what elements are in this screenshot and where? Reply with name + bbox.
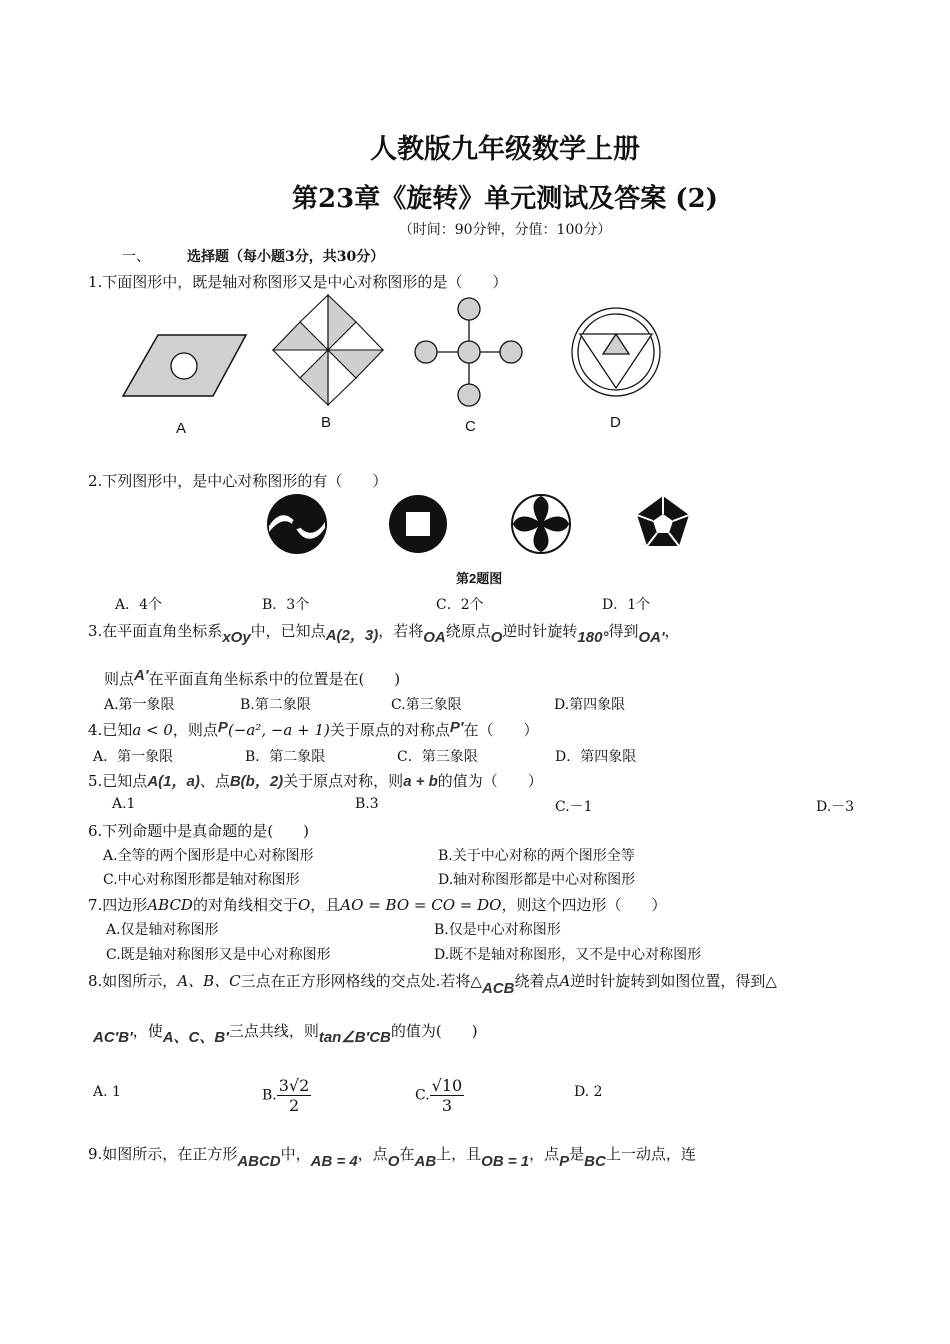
question-7-stem: [88, 894, 666, 915]
q6-option-d: D.轴对称图形都是中心对称图形: [438, 872, 636, 888]
q9-math-bc: BC: [584, 1153, 606, 1170]
q8-line2-text-3: 的值为( ): [390, 1022, 478, 1040]
question-9-stem: [88, 1143, 696, 1170]
q8-option-c-denominator: 3: [441, 1096, 453, 1115]
q2-option-d: D．1个: [602, 597, 651, 613]
q4-option-b: B．第二象限: [245, 749, 326, 765]
q3-text-1: 3.在平面直角坐标系: [88, 622, 223, 640]
question-1-stem: 1.下面图形中，既是轴对称图形又是中心对称图形的是（ ）: [88, 273, 508, 291]
q9-text-4: 在: [399, 1145, 415, 1163]
q7-option-c: C.既是轴对称图形又是中心对称图形: [106, 947, 331, 963]
figure-label-c: C: [465, 418, 476, 435]
q3-math-oa: OA: [423, 629, 446, 646]
q9-math-ab-length: AB = 4: [310, 1153, 358, 1170]
q8-line2-text-1: ，使: [132, 1022, 163, 1040]
figure-2-1-swirl: [267, 494, 327, 554]
q3-option-b: B.第二象限: [240, 697, 311, 713]
q5-option-a: A.1: [112, 796, 136, 812]
q5-option-c: C.－1: [555, 799, 593, 815]
q8-text-3: 绕着点: [514, 972, 560, 990]
q9-text-3: ，点: [357, 1145, 388, 1163]
section-number: 一、: [122, 249, 150, 265]
question-8-line-2: [93, 1020, 478, 1046]
q9-text-7: 是: [569, 1145, 585, 1163]
q5-text-2: 、点: [199, 772, 230, 790]
question-8-stem: [88, 970, 777, 997]
figure-2-4-pentagon: [637, 496, 689, 546]
question-2-stem: 2.下列图形中，是中心对称图形的有（ ）: [88, 472, 388, 490]
q6-option-a: A.全等的两个图形是中心对称图形: [103, 848, 314, 864]
figure-label-a: A: [176, 420, 187, 437]
q9-math-p: P: [559, 1153, 570, 1170]
q8-line2-text-2: 三点共线，则: [228, 1022, 319, 1040]
q8-option-b-numerator: 3√2: [278, 1076, 310, 1095]
q4-option-a: A．第一象限: [93, 749, 174, 765]
q9-text-5: 上，且: [436, 1145, 482, 1163]
q3-text-5: 逆时针旋转: [502, 622, 578, 640]
figure-label-d: D: [610, 414, 621, 431]
question-4-stem: [88, 719, 539, 740]
q3-text-2: 中，已知点: [250, 622, 326, 640]
q8-math-abc: A、B、C: [177, 972, 241, 990]
q3-line2-text-2: 在平面直角坐标系中的位置是在( ): [148, 670, 401, 688]
q3-option-a: A.第一象限: [104, 697, 175, 713]
q2-option-c: C．2个: [436, 597, 484, 613]
question-3-line-2: [104, 668, 400, 689]
question-1-figures: [110, 290, 710, 460]
figure-caption-q2: 第2题图: [456, 571, 503, 586]
exam-meta: （时间：90分钟，分值：100分）: [398, 222, 612, 238]
q8-option-c: [415, 1076, 464, 1115]
q5-text-3: 关于原点对称，则: [283, 772, 404, 790]
q8-option-c-numerator: √10: [431, 1076, 463, 1095]
q3-line2-text-1: 则点: [104, 670, 135, 688]
q8-option-b-denominator: 2: [288, 1096, 300, 1115]
q7-text-3: ，且: [310, 896, 341, 914]
q3-math-oa-prime: OA': [638, 629, 665, 646]
q3-text-6: 得到: [608, 622, 639, 640]
q5-math-point-a: A(1，a): [147, 773, 200, 790]
q5-math-point-b: B(b，2): [229, 773, 284, 790]
q8-option-a: A. 1: [93, 1084, 121, 1100]
question-5-stem: [88, 770, 543, 791]
q7-math-equal: AO = BO = CO = DO: [340, 896, 502, 914]
q5-math-sum: a + b: [403, 773, 438, 790]
q2-option-a: A．4个: [115, 597, 163, 613]
q7-text-2: 的对角线相交于: [192, 896, 298, 914]
q8-math-acb-prime: AC′B′: [93, 1029, 133, 1046]
q4-text-1: 4.已知: [88, 721, 133, 739]
q2-option-b: B．3个: [262, 597, 310, 613]
q4-option-d: D．第四象限: [555, 749, 637, 765]
q3-math-point-a: A(2，3): [325, 627, 379, 644]
q9-text-1: 9.如图所示，在正方形: [88, 1145, 238, 1163]
q8-text-1: 8.如图所示，: [88, 972, 178, 990]
q3-math-o: O: [490, 629, 503, 646]
q3-math-xoy: xOy: [222, 629, 251, 646]
q5-text-4: 的值为（ ）: [437, 772, 543, 790]
q7-math-abcd: ABCD: [147, 896, 193, 914]
figure-2-3-petals: [512, 495, 570, 553]
q9-math-o: O: [387, 1153, 400, 1170]
q7-math-o: O: [297, 896, 311, 914]
q9-text-6: ，点: [529, 1145, 560, 1163]
q3-option-d: D.第四象限: [554, 697, 626, 713]
figure-d-circle-triangles: [572, 308, 660, 396]
page-subtitle: 第23章《旋转》单元测试及答案 (2): [292, 184, 718, 214]
q7-option-d: D.既不是轴对称图形，又不是中心对称图形: [434, 947, 702, 963]
q8-option-b-prefix: B.: [262, 1087, 277, 1104]
figure-a-parallelogram: [123, 335, 246, 396]
q9-text-2: 中，: [280, 1145, 311, 1163]
q8-option-c-fraction: [430, 1076, 465, 1115]
question-3-stem: [88, 620, 680, 646]
figure-b-pinwheel: [273, 295, 383, 405]
page-title: 人教版九年级数学上册: [370, 134, 640, 165]
q7-option-a: A.仅是轴对称图形: [106, 922, 219, 938]
question-2-figures: [260, 490, 710, 560]
figure-label-b: B: [321, 414, 332, 431]
q8-option-d: D. 2: [574, 1084, 603, 1100]
q5-text-1: 5.已知点: [88, 772, 148, 790]
q5-option-b: B.3: [355, 796, 379, 812]
q4-option-c: C．第三象限: [397, 749, 478, 765]
q9-math-ob-length: OB = 1: [481, 1153, 530, 1170]
q8-option-b: [262, 1076, 311, 1115]
q3-text-7: ，: [664, 622, 680, 640]
q4-text-4: 在（ ）: [463, 721, 539, 739]
q6-option-c: C.中心对称图形都是轴对称图形: [103, 872, 300, 888]
q7-text-1: 7.四边形: [88, 896, 148, 914]
q3-text-4: 绕原点: [445, 622, 491, 640]
q4-math-p-prime: P′: [449, 719, 464, 736]
q8-math-points: A、C、B′: [162, 1029, 229, 1046]
q3-option-c: C.第三象限: [391, 697, 462, 713]
figure-2-2-square-coin: [389, 495, 447, 553]
q8-text-2: 三点在正方形网格线的交点处.若将△: [240, 972, 482, 990]
q3-text-3: ，若将: [378, 622, 424, 640]
question-6-stem: 6.下列命题中是真命题的是( ): [88, 822, 310, 840]
q8-math-a: A: [559, 972, 571, 990]
q9-math-ab: AB: [414, 1153, 437, 1170]
q9-math-abcd: ABCD: [237, 1153, 281, 1170]
figure-c-circles-cross: [415, 298, 522, 406]
q8-text-4: 逆时针旋转到如图位置，得到△: [570, 972, 777, 990]
q8-option-c-prefix: C.: [415, 1087, 430, 1104]
q4-math-condition: a < 0: [132, 721, 173, 739]
q3-math-a-prime: A′: [134, 667, 149, 684]
q4-math-p: P: [217, 719, 228, 736]
q4-math-coords: (−a², −a + 1): [227, 721, 330, 739]
section-title: 选择题（每小题3分，共30分）: [187, 249, 385, 265]
q3-math-angle: 180°: [577, 629, 609, 646]
q9-text-8: 上一动点，连: [605, 1145, 696, 1163]
q4-text-3: 关于原点的对称点: [329, 721, 450, 739]
q8-math-tan: tan∠B′CB: [318, 1029, 391, 1046]
q8-math-acb: ACB: [481, 980, 515, 997]
q6-option-b: B.关于中心对称的两个图形全等: [438, 848, 635, 864]
q7-text-4: ，则这个四边形（ ）: [501, 896, 667, 914]
q5-option-d: D.－3: [816, 799, 855, 815]
q4-text-2: ，则点: [172, 721, 218, 739]
q7-option-b: B.仅是中心对称图形: [434, 922, 561, 938]
q8-option-b-fraction: [277, 1076, 312, 1115]
